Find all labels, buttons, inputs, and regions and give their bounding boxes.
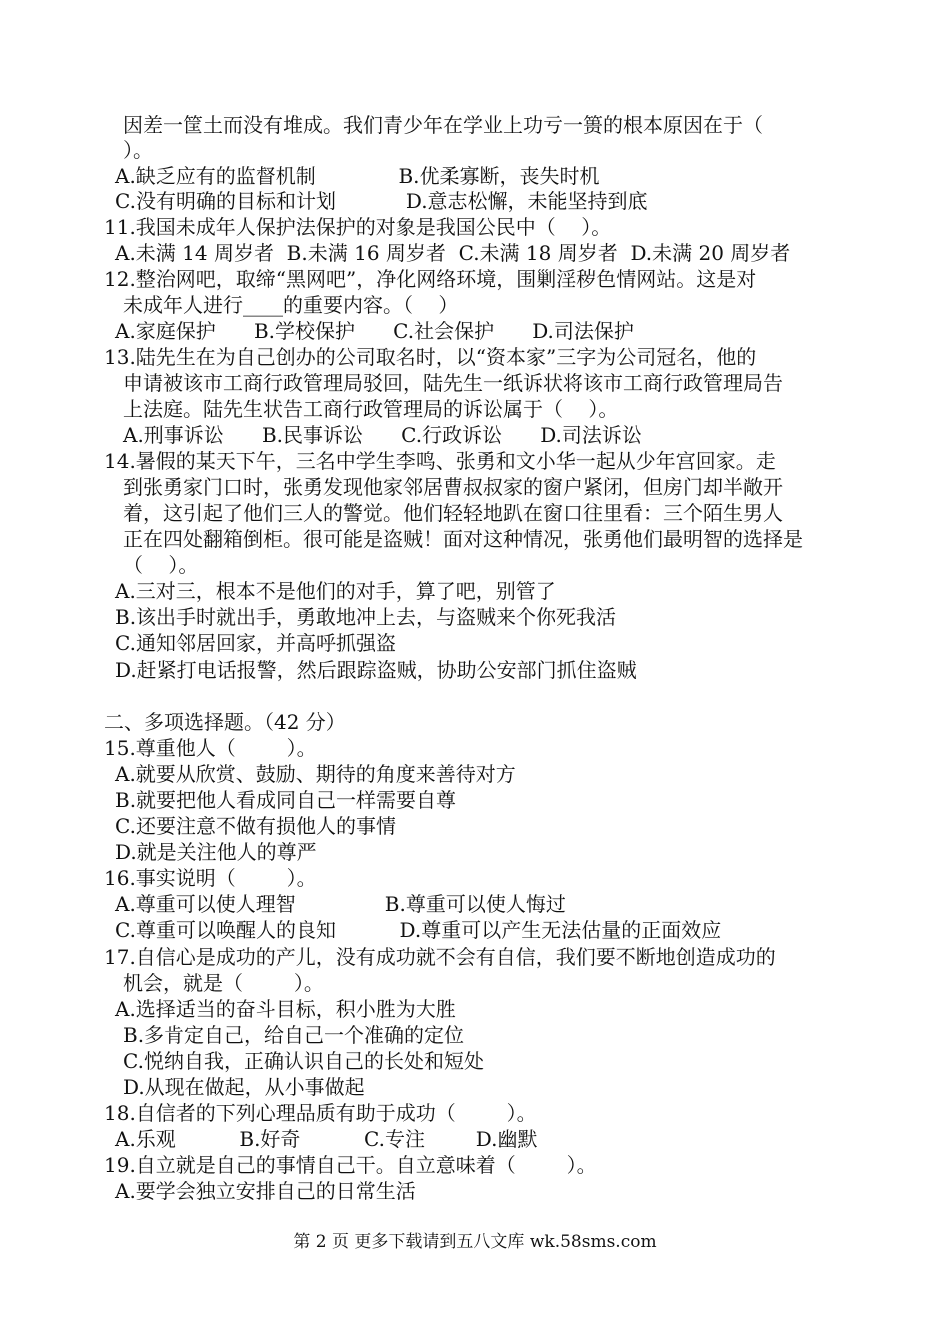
q13-option-row: A.刑事诉讼 B.民事诉讼 C.行政诉讼 D.司法诉讼	[123, 423, 642, 447]
q13-stem: 13.陆先生在为自己创办的公司取名时，以“资本家”三字为公司冠名，他的	[104, 345, 757, 369]
q10-text-line: 因差一筐土而没有堆成。我们青少年在学业上功亏一篑的根本原因在于（	[123, 113, 763, 137]
q16-option-row: A.尊重可以使人理智 B.尊重可以使人悔过	[115, 892, 566, 916]
q14-option: C.通知邻居回家，并高呼抓强盗	[115, 631, 396, 655]
q14-stem: 到张勇家门口时，张勇发现他家邻居曹叔叔家的窗户紧闭，但房门却半敞开	[123, 475, 783, 499]
q17-option: B.多肯定自己，给自己一个准确的定位	[123, 1023, 465, 1047]
q13-stem: 申请被该市工商行政管理局驳回，陆先生一纸诉状将该市工商行政管理局告	[123, 371, 783, 395]
q12-stem: 未成年人进行____的重要内容。（ ）	[123, 293, 459, 317]
q11-option-row: A.未满 14 周岁者 B.未满 16 周岁者 C.未满 18 周岁者 D.未满 20 周岁者	[115, 241, 791, 265]
q15-option: C.还要注意不做有损他人的事情	[115, 814, 396, 838]
q14-option: A.三对三，根本不是他们的对手，算了吧，别管了	[115, 579, 556, 603]
q14-stem: 正在四处翻箱倒柜。很可能是盗贼！面对这种情况，张勇他们最明智的选择是	[123, 527, 803, 551]
q12-option-row: A.家庭保护 B.学校保护 C.社会保护 D.司法保护	[115, 319, 634, 343]
q16-stem: 16.事实说明（ ）。	[104, 866, 317, 890]
q10-text-line: ）。	[123, 138, 153, 162]
q15-option: D.就是关注他人的尊严	[115, 840, 317, 864]
q14-stem: （ ）。	[123, 553, 199, 577]
q18-option-row: A.乐观 B.好奇 C.专注 D.幽默	[115, 1127, 538, 1151]
q19-stem: 19.自立就是自己的事情自己干。自立意味着（ ）。	[104, 1153, 597, 1177]
q13-stem: 上法庭。陆先生状告工商行政管理局的诉讼属于（ ）。	[123, 397, 619, 421]
q10-option-row: A.缺乏应有的监督机制 B.优柔寡断，丧失时机	[115, 164, 600, 188]
q19-option: A.要学会独立安排自己的日常生活	[115, 1179, 416, 1203]
q14-stem: 着，这引起了他们三人的警觉。他们轻轻地趴在窗口往里看：三个陌生男人	[123, 501, 783, 525]
q15-stem: 15.尊重他人（ ）。	[104, 736, 317, 760]
q17-option: A.选择适当的奋斗目标，积小胜为大胜	[115, 997, 456, 1021]
q17-option: D.从现在做起，从小事做起	[123, 1075, 365, 1099]
q14-stem: 14.暑假的某天下午，三名中学生李鸣、张勇和文小华一起从少年宫回家。走	[104, 449, 776, 473]
q16-option-row: C.尊重可以唤醒人的良知 D.尊重可以产生无法估量的正面效应	[115, 918, 722, 942]
section-heading: 二、多项选择题。（42 分）	[104, 710, 346, 734]
q14-option: B.该出手时就出手，勇敢地冲上去，与盗贼来个你死我活	[115, 605, 617, 629]
q18-stem: 18.自信者的下列心理品质有助于成功（ ）。	[104, 1101, 537, 1125]
page-footer: 第 2 页 更多下载请到五八文库 wk.58sms.com	[293, 1232, 657, 1252]
q12-stem: 12.整治网吧，取缔“黑网吧”，净化网络环境，围剿淫秽色情网站。这是对	[104, 267, 757, 291]
q15-option: A.就要从欣赏、鼓励、期待的角度来善待对方	[115, 762, 516, 786]
q14-option: D.赶紧打电话报警，然后跟踪盗贼，协助公安部门抓住盗贼	[115, 658, 637, 682]
q10-option-row: C.没有明确的目标和计划 D.意志松懈，未能坚持到底	[115, 189, 648, 213]
q11-stem: 11.我国未成年人保护法保护的对象是我国公民中（ ）。	[104, 215, 612, 239]
q17-option: C.悦纳自我，正确认识自己的长处和短处	[123, 1049, 484, 1073]
q17-stem: 机会，就是（ ）。	[123, 971, 324, 995]
q17-stem: 17.自信心是成功的产儿，没有成功就不会有自信，我们要不断地创造成功的	[104, 945, 776, 969]
q15-option: B.就要把他人看成同自己一样需要自尊	[115, 788, 457, 812]
